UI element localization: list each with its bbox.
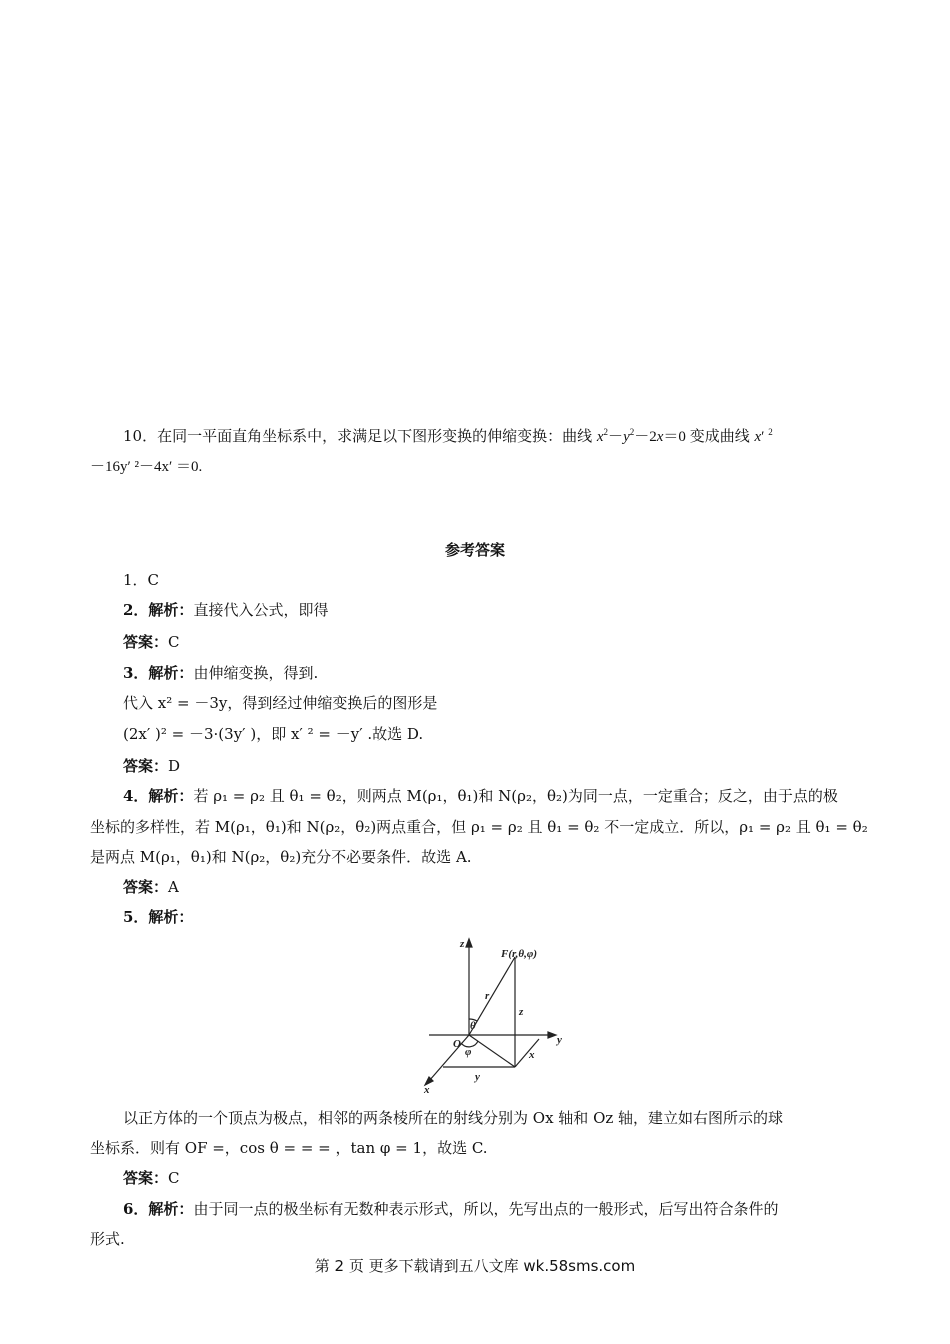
answer-4-value: A: [168, 878, 179, 896]
answer-5-label: 答案：: [123, 1169, 169, 1187]
solution-4-line-2: 坐标的多样性，若 M(ρ₁，θ₁)和 N(ρ₂，θ₂)两点重合，但 ρ₁ = ρ₂ 且 θ₁ = θ₂ 不一定成立．所以，ρ₁ = ρ₂ 且 θ₁ = θ₂: [90, 818, 868, 836]
question-10-formula-2: x′ $^2$: [754, 427, 773, 445]
solution-3: [123, 663, 318, 683]
solution-3-label: 3．解析：: [123, 664, 194, 682]
answer-2: [123, 632, 180, 652]
question-10-text-a: 10．在同一平面直角坐标系中，求满足以下图形变换的伸缩变换：曲线: [123, 427, 593, 445]
solution-2-label: 2．解析：: [123, 601, 194, 619]
question-10-text-b: 变成曲线: [689, 427, 750, 445]
solution-3-line-3: (2x′ )² = －3·(3y′ )，即 x′ ² = －y′ .故选 D.: [123, 725, 424, 743]
solution-3-text: 由伸缩变换，得到.: [193, 664, 319, 682]
projection-x-line: [515, 1039, 539, 1067]
answers-title: 参考答案: [444, 541, 505, 559]
page-footer: 第 2 页 更多下载请到五八文库 wk.58sms.com: [314, 1257, 636, 1275]
answer-2-value: C: [168, 633, 180, 651]
solution-5-line-1: 以正方体的一个顶点为极点，相邻的两条棱所在的射线分别为 Ox 轴和 Oz 轴，建立如右图所示的球: [123, 1109, 784, 1127]
x-axis: [429, 1035, 469, 1081]
question-10-line-1: [123, 426, 773, 447]
solution-2-text: 直接代入公式，即得: [193, 601, 329, 619]
solution-6-line-2: 形式.: [90, 1230, 125, 1248]
question-10-line-2: －16y′ ²－4x′ ＝0.: [90, 459, 203, 475]
x-axis-label: x: [424, 1084, 430, 1095]
origin-label: O: [453, 1038, 461, 1050]
answer-3-value: D: [168, 757, 181, 775]
point-f-label: F(r,θ,φ): [501, 948, 537, 960]
answer-2-label: 答案：: [123, 633, 169, 651]
solution-4-line-3: 是两点 M(ρ₁，θ₁)和 N(ρ₂，θ₂)充分不必要条件．故选 A.: [90, 848, 472, 866]
projection-line: [469, 1035, 515, 1067]
z-segment-label: z: [519, 1006, 524, 1018]
solution-2: [123, 600, 328, 620]
solution-6-line-1: [123, 1199, 778, 1219]
answer-1: 1．C: [123, 571, 160, 589]
answer-4: [123, 877, 179, 897]
z-axis-arrow: [466, 939, 472, 947]
solution-4-text-1: 若 ρ₁ = ρ₂ 且 θ₁ = θ₂，则两点 M(ρ₁，θ₁)和 N(ρ₂，θ₂)为同一点，一定重合；反之，由于点的极: [193, 787, 838, 805]
solution-5: [123, 907, 193, 927]
phi-label: φ: [465, 1046, 472, 1058]
theta-label: θ: [470, 1020, 476, 1032]
solution-4-line-1: [123, 786, 838, 806]
solution-3-line-2: 代入 x² = －3y，得到经过伸缩变换后的图形是: [123, 694, 438, 712]
x-segment-label: x: [529, 1049, 535, 1061]
answer-4-label: 答案：: [123, 878, 169, 896]
answer-3: [123, 756, 180, 776]
answer-5: [123, 1168, 180, 1188]
r-label: r: [485, 990, 490, 1002]
z-axis-label: z: [460, 938, 465, 950]
answer-3-label: 答案：: [123, 757, 169, 775]
y-segment-label: y: [475, 1071, 480, 1083]
spherical-coordinate-figure: [415, 935, 575, 1095]
y-axis-arrow: [548, 1032, 556, 1038]
question-10-formula: $x^2-y^2-2x=0$: [596, 427, 690, 445]
solution-6-text-1: 由于同一点的极坐标有无数种表示形式，所以，先写出点的一般形式，后写出符合条件的: [193, 1200, 779, 1218]
answer-5-value: C: [168, 1169, 180, 1187]
solution-5-label: 5．解析：: [123, 908, 194, 926]
radius-line: [469, 957, 515, 1035]
solution-6-label: 6．解析：: [123, 1200, 194, 1218]
solution-4-label: 4．解析：: [123, 787, 194, 805]
y-axis-label: y: [557, 1034, 562, 1046]
solution-5-line-2: 坐标系．则有 OF =，cos θ = = = ，tan φ = 1，故选 C.: [90, 1139, 488, 1157]
